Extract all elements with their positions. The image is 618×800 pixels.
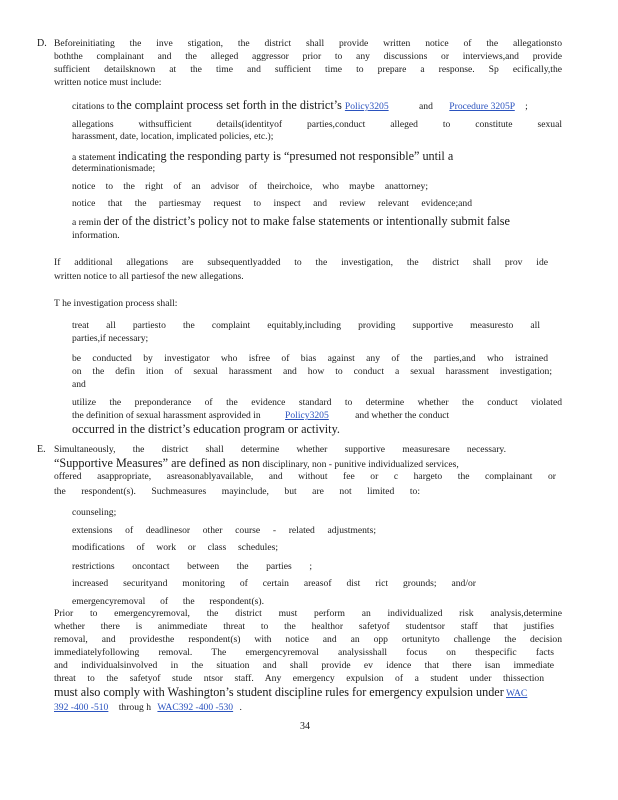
policy-3205-link-2[interactable]: Policy3205 [285, 410, 329, 421]
process-item-2-line-3: and [72, 379, 86, 390]
d-item-3-line-2: determinationismade; [72, 163, 156, 174]
additional-line-2: written notice to all partiesof the new allegations. [54, 271, 244, 282]
removal-line-4: immediatelyfollowing removal. The emergencyremoval analysisshall focus on thespecific facts [54, 647, 554, 658]
process-item-1-line-2: parties,if necessary; [72, 333, 149, 344]
support-item-6: emergencyremoval of the respondent(s). [72, 596, 264, 607]
process-item-3-line-3 [72, 423, 340, 436]
removal-line-2: whether there is animmediate threat to the healthor safetyof studentsor staff that justifies [54, 621, 554, 632]
policy-3205-link[interactable]: Policy3205 [344, 101, 389, 112]
process-item-2-line-1: be conducted by investigator who isfree of bias against any of the parties,and who istrained [72, 353, 548, 364]
d-item-6-line-1 [72, 215, 510, 229]
support-item-4: restrictions oncontact between the parties ; [72, 561, 312, 572]
section-d-intro-line-4: written notice must include: [54, 77, 162, 88]
d-item-3-text-a: a statement [72, 152, 118, 163]
d-item-2-line-2: harassment, date, location, implicated policies, etc.); [72, 131, 274, 142]
removal-line-7 [54, 686, 527, 700]
section-d-intro-line-3: sufficient detailsknown at the time and sufficient time to prepare a response. Sp ecifically,the [54, 64, 562, 75]
additional-line-1: If additional allegations are subsequentlyadded to the investigation, the district shall prov ide [54, 257, 548, 268]
wac-392-400-510-link[interactable]: 392 -400 -510 [54, 702, 109, 713]
removal-end: . [239, 702, 242, 713]
wac-link[interactable]: WAC [506, 688, 528, 699]
section-e-line-2-text-a: “Supportive Measures” are defined as non [54, 456, 261, 470]
d-item-1-text-b: the complaint process set forth in the district’s [116, 98, 345, 112]
removal-line-7-text: must also comply with Washington’s student discipline rules for emergency expulsion under [54, 685, 504, 699]
page-number: 34 [300, 721, 310, 732]
process-item-3-line-3-text: occurred in the district’s education program or activity [72, 422, 337, 436]
section-e-label: E. [37, 444, 46, 455]
section-d-intro-line-2: boththe complainant and the alleged aggressor prior to any discussions or interviews,and provide [54, 51, 562, 62]
process-item-3-line-3-end: . [336, 422, 340, 436]
removal-line-3: removal, and providesthe respondent(s) with notice and an opp ortunityto challenge the decision [54, 634, 562, 645]
section-e-line-2-text-b: disciplinary, non - punitive individualized services, [262, 459, 459, 470]
support-item-3: modifications of work or class schedules; [72, 542, 278, 553]
process-item-3-line-2 [72, 410, 449, 422]
d-item-2-line-1: allegations withsufficient details(identityof parties,conduct alleged to constitute sexual [72, 119, 562, 130]
section-d-intro-line-1: Beforeinitiating the inve stigation, the district shall provide written notice of the allegationsto [54, 38, 562, 49]
removal-line-6: threat to the safetyof stude ntsor staff. Any emergency expulsion of a student under thissection [54, 673, 544, 684]
section-e-line-1: Simultaneously, the district shall determine whether supportive measuresare necessary. [54, 444, 506, 455]
section-e-line-2 [54, 457, 459, 471]
section-e-line-4: the respondent(s). Suchmeasures mayinclude, but are not limited to: [54, 486, 420, 497]
d-item-6-line-2: information. [72, 230, 120, 241]
d-item-3-line-1 [72, 150, 453, 164]
d-item-1-text-a: citations to [72, 101, 117, 112]
support-item-5: increased securityand monitoring of certain areasof dist rict grounds; and/or [72, 578, 476, 589]
d-item-4: notice to the right of an advisor of theirchoice, who maybe anattorney; [72, 181, 428, 192]
removal-line-5: and individualsinvolved in the situation and shall provide ev idence that there isan immediate [54, 660, 554, 671]
process-item-2-line-2: on the defin ition of sexual harassment and how to conduct a sexual harassment investigation; [72, 366, 552, 377]
d-item-5: notice that the partiesmay request to inspect and review relevant evidence;and [72, 198, 472, 209]
process-intro: T he investigation process shall: [54, 298, 178, 309]
removal-line-8 [54, 702, 242, 714]
process-item-3-line-1: utilize the preponderance of the evidence standard to determine whether the conduct violated [72, 397, 562, 408]
d-item-1-and: and [419, 101, 433, 112]
support-item-2: extensions of deadlinesor other course - related adjustments; [72, 525, 376, 536]
process-item-3-text-a: the definition of sexual harassment asprovided in [72, 410, 261, 421]
support-item-1: counseling; [72, 507, 117, 518]
d-item-1-end: ; [525, 101, 528, 112]
d-item-6-text-b: der of the district’s policy not to make false statements or intentionally submit false [103, 214, 510, 228]
process-item-1-line-1: treat all partiesto the complaint equitably,including providing supportive measuresto all [72, 320, 540, 331]
procedure-3205p-link[interactable]: Procedure 3205P [449, 101, 515, 112]
through-text: throug h [118, 702, 152, 713]
wac-392-400-530-link[interactable]: WAC392 -400 -530 [157, 702, 234, 713]
d-item-1 [72, 99, 528, 113]
process-item-3-text-b: and whether the conduct [355, 410, 450, 421]
section-e-line-3: offered asappropriate, asreasonablyavailable, and without fee or c hargeto the complainant or [54, 471, 556, 482]
d-item-3-text-b: indicating the responding party is “presumed not responsible” until a [117, 149, 454, 163]
d-item-6-text-a: a remin [72, 217, 104, 228]
removal-line-1: Prior to emergencyremoval, the district must perform an individualized risk analysis,determine [54, 608, 562, 619]
section-d-label: D. [37, 38, 47, 49]
